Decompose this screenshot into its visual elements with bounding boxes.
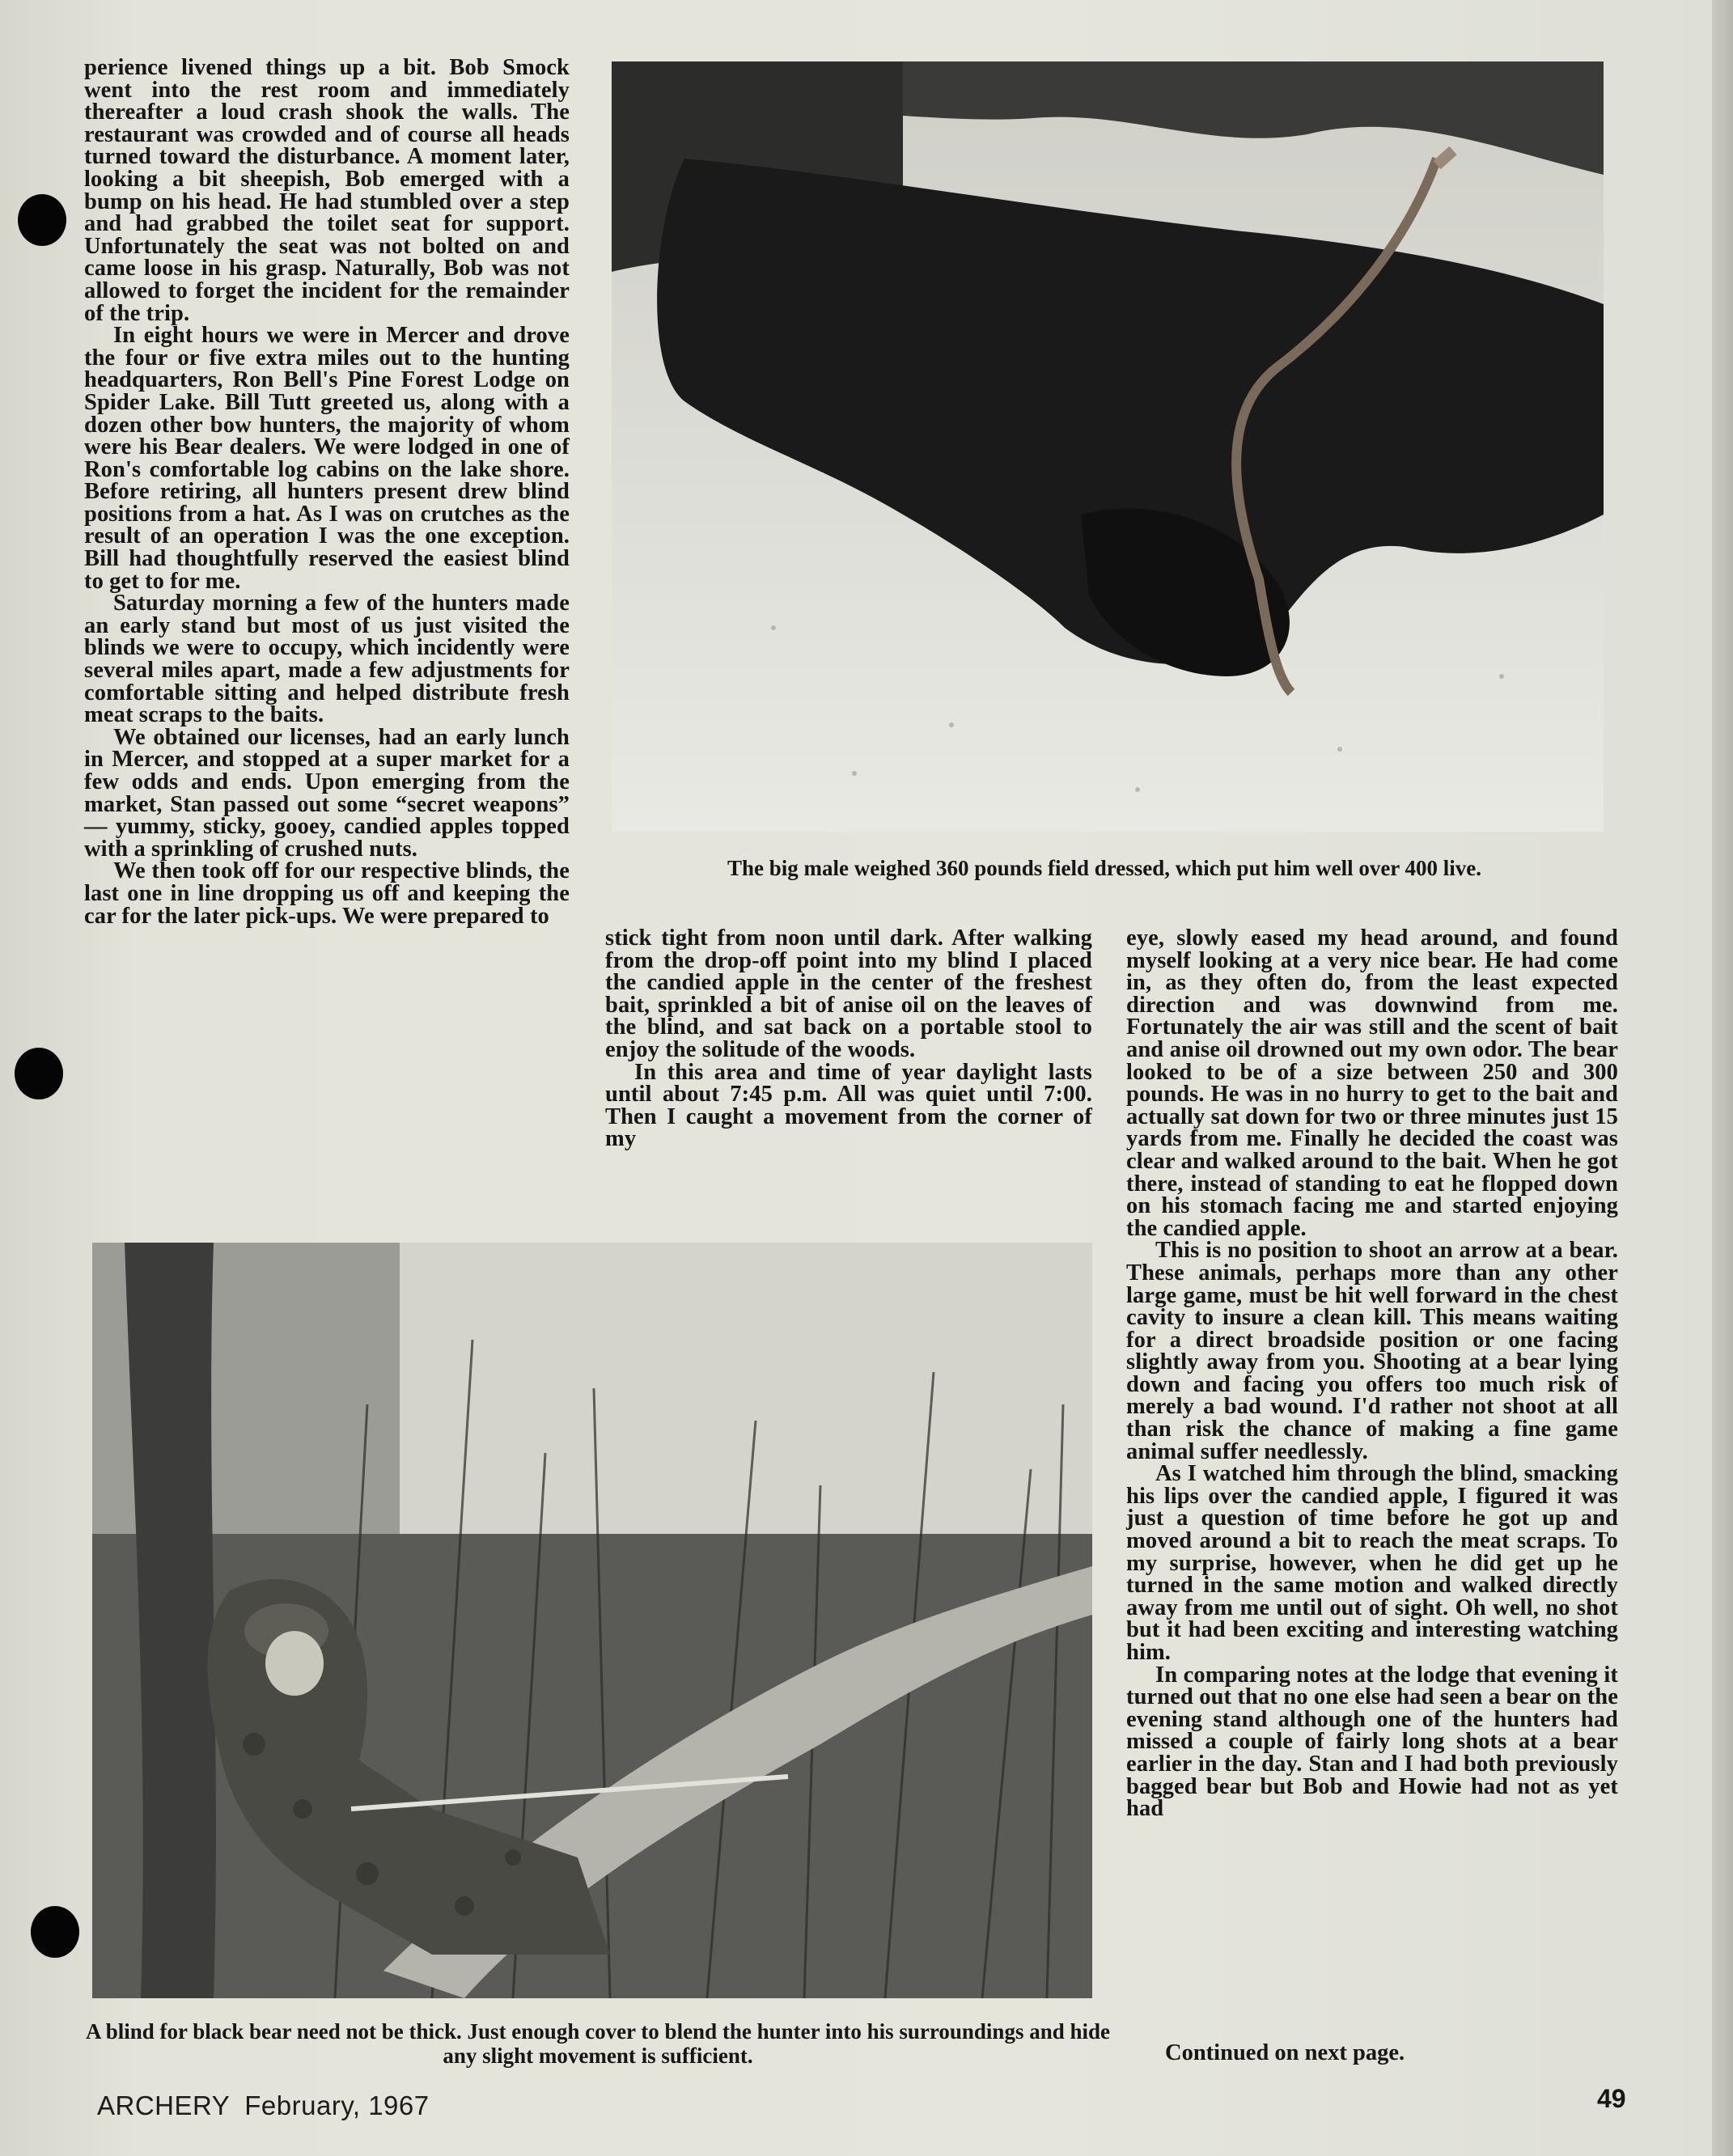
paragraph: stick tight from noon until dark. After walking from the drop-off point into my blind I placed the candied apple in the center of the freshest bait, sprinkled a bit of anise oil on the leaves of the blind, and sat back on a portable stool to enjoy the solitude of the woods. — [605, 926, 1092, 1062]
paragraph: In eight hours we were in Mercer and drove the four or five extra miles out to the hunting headquarters, Ron Bell's Pine Forest Lodge on Spider Lake. Bill Tutt greeted us, along with a dozen other bow hunters, the majority of whom were his Bear dealers. We were lodged in one of Ron's comfortable log cabins on the lake shore. Before retiring, all hunters present drew blind positions from a hat. As I was on crutches as the result of an operation I was the one exception. Bill had thoughtfully reserved the easiest blind to get to for me. — [84, 323, 570, 594]
paragraph: eye, slowly eased my head around, and found myself looking at a very nice bear. He had come in, as they often do, from the least expected direction and was downwind from me. Fortunately the air was still and the scent of bait and anise oil drowned out my own odor. The bear looked to be of a size between 250 and 300 pounds. He was in no hurry to get to the bait and actually sat down for two or three minutes just 15 yards from me. Finally he decided the coast was clear and walked around to the bait. When he got there, instead of standing to eat he flopped down on his stomach facing me and started enjoying the candied apple. — [1126, 926, 1618, 1241]
binder-hole-middle — [15, 1048, 63, 1099]
bear-trophy-photo — [612, 61, 1604, 832]
paragraph: In comparing notes at the lodge that evening it turned out that no one else had seen a bear on the evening stand although one of the hunters had missed a couple of fairly long shots at a bear earlier in the day. Stan and I had both previously bagged bear but Bob and Howie had not as yet had — [1126, 1662, 1618, 1822]
footer-magazine-issue — [97, 2090, 430, 2121]
binder-hole-top — [18, 194, 66, 246]
magazine-name: ARCHERY — [97, 2090, 231, 2120]
binder-hole-bottom — [31, 1906, 79, 1958]
paragraph: perience livened things up a bit. Bob Smock went into the rest room and immediately thereafter a loud crash shook the walls. The restaurant was crowded and of course all heads turned toward the disturbance. A moment later, looking a bit sheepish, Bob emerged with a bump on his head. He had stumbled over a step and had grabbed the toilet seat for support. Unfortunately the seat was not bolted on and came loose in his grasp. Naturally, Bob was not allowed to forget the incident for the remainder of the trip. — [84, 55, 570, 326]
paragraph: We then took off for our respective blinds, the last one in line dropping us off and keeping the car for the later pick-ups. We were prepared to — [84, 858, 570, 929]
caption-top-photo: The big male weighed 360 pounds field dressed, which put him well over 400 live. — [727, 856, 1482, 880]
paragraph: As I watched him through the blind, smacking his lips over the candied apple, I figured it was just a question of time before he got up and moved around a bit to reach the meat scraps. To my surprise, however, when he did get up he turned in the same motion and walked directly away from me until out of sight. Oh well, no shot but it had been exciting and interesting watching him. — [1126, 1461, 1618, 1665]
paragraph: Saturday morning a few of the hunters made an early stand but most of us just visited the blinds we were to occupy, which incidently were several miles apart, made a few adjustments for comfortable sitting and helped distribute fresh meat scraps to the baits. — [84, 591, 570, 728]
page-edge — [1712, 0, 1733, 2156]
page-number: 49 — [1597, 2084, 1626, 2113]
paragraph: This is no position to shoot an arrow at a bear. These animals, perhaps more than any other large game, must be hit well forward in the chest cavity to insure a clean kill. This means waiting for a direct broadside position or one facing slightly away from you. Shooting at a bear lying down and facing you offers too much risk of merely a bad wound. I'd rather not shoot at all than risk the chance of making a fine game animal suffer needlessly. — [1126, 1238, 1618, 1464]
paragraph: In this area and time of year daylight lasts until about 7:45 p.m. All was quiet until 7:00. Then I caught a movement from the corner of my — [605, 1059, 1092, 1152]
issue-date: February, 1967 — [244, 2090, 430, 2120]
article-column-left — [84, 57, 570, 1214]
continued-note: Continued on next page. — [1165, 2040, 1405, 2065]
hunter-in-blind-photo — [92, 1243, 1092, 1998]
article-column-right — [1126, 927, 1618, 2044]
paragraph: We obtained our licenses, had an early lunch in Mercer, and stopped at a super market for a few odds and ends. Upon emerging from the market, Stan passed out some “secret weapons” — yummy, sticky, gooey, candied apples topped with a sprinkling of crushed nuts. — [84, 724, 570, 862]
article-column-middle — [605, 927, 1092, 1218]
caption-bottom-photo: A blind for black bear need not be thick. Just enough cover to blend the hunter into his surroundings and hide any slight movement is sufficient. — [85, 2019, 1111, 2068]
